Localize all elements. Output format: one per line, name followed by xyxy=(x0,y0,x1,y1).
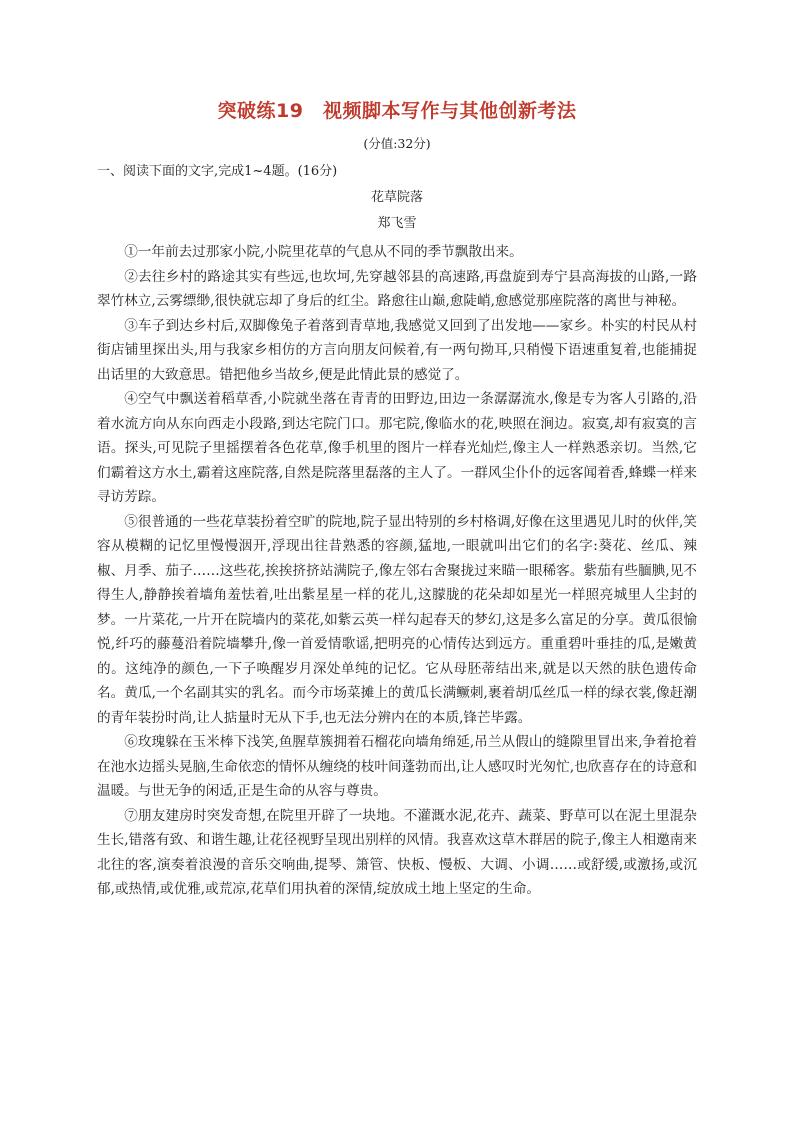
essay-paragraph: ⑦朋友建房时突发奇想,在院里开辟了一块地。不灌溉水泥,花卉、蔬菜、野草可以在泥土里混杂生长,错落有致、和谐生趣,让花径视野呈现出别样的风情。我喜欢这草木群居的院子,像主人相邀南来北往的客,演奏着浪漫的音乐交响曲,提琴、箫管、快板、慢板、大调、小调……或舒缓,或激扬,或沉郁,或热情,或优雅,或荒凉,花草们用执着的深情,绽放成土地上坚定的生命。 xyxy=(97,807,697,897)
essay-paragraph: ③车子到达乡村后,双脚像兔子着落到青草地,我感觉又回到了出发地——家乡。朴实的村民从村街店铺里探出头,用与我家乡相仿的方言向朋友问候着,有一两句拗耳,只稍慢下语速重复着,也能捕捉出话里的大致意思。错把他乡当故乡,便是此情此景的感觉了。 xyxy=(97,317,697,383)
score-label: (分值:32分) xyxy=(363,136,431,151)
essay-body xyxy=(97,240,697,902)
question-prompt: 一、阅读下面的文字,完成1~4题。(16分) xyxy=(97,164,338,179)
essay-title: 花草院落 xyxy=(370,190,423,205)
page-title: 突破练19 视频脚本写作与其他创新考法 xyxy=(217,100,577,122)
essay-paragraph: ⑤很普通的一些花草装扮着空旷的院地,院子显出特别的乡村格调,好像在这里遇见儿时的伙伴,笑容从模糊的记忆里慢慢洇开,浮现出往昔熟悉的容颜,猛地,一眼就叫出它们的名字:葵花、丝瓜、辣椒、月季、茄子……这些花,挨挨挤挤站满院子,像左邻右舍聚拢过来瞄一眼稀客。紫茄有些腼腆,见不得生人,静静挨着墙角羞怯着,吐出紫星星一样的花儿,这朦胧的花朵却如星光一样照亮城里人尘封的梦。一片菜花,一片开在院墙内的菜花,如紫云英一样勾起春天的梦幻,这是多么富足的分享。黄瓜很愉悦,纤巧的藤蔓沿着院墙攀升,像一首爱情歌谣,把明亮的心情传达到远方。重重碧叶垂挂的瓜,是嫩黄的。这纯净的颜色,一下子唤醒岁月深处单纯的记忆。它从母胚蒂结出来,就是以天然的肤色遗传命名。黄瓜,一个名副其实的乳名。而今市场菜摊上的黄瓜长满鳜刺,裹着胡瓜丝瓜一样的绿衣裳,像赶潮的青年装扮时尚,让人掂量时无从下手,也无法分辨内在的本质,锋芒毕露。 xyxy=(97,513,697,726)
essay-paragraph: ④空气中飘送着稻草香,小院就坐落在青青的田野边,田边一条潺潺流水,像是专为客人引路的,沿着水流方向从东向西走小段路,到达宅院门口。那宅院,像临水的花,映照在涧边。寂寞,却有寂寞的言语。探头,可见院子里摇摆着各色花草,像手机里的图片一样春光灿烂,像主人一样熟悉亲切。当然,它们霸着这方水土,霸着这座院落,自然是院落里磊落的主人了。一群风尘仆仆的远客闻着香,蜂蝶一样来寻访芳踪。 xyxy=(97,391,697,505)
essay-author: 郑飞雪 xyxy=(377,216,417,231)
essay-paragraph: ⑥玫瑰躲在玉米棒下浅笑,鱼腥草簇拥着石榴花向墙角绵延,吊兰从假山的缝隙里冒出来,争着抢着在池水边摇头晃脑,生命依恋的情怀从缠绕的枝叶间蓬勃而出,让人感叹时光匆忙,也欣喜存在的诗意和温暖。与世无争的闲适,正是生命的从容与尊贵。 xyxy=(97,734,697,799)
essay-paragraph: ②去往乡村的路途其实有些远,也坎坷,先穿越邻县的高速路,再盘旋到寿宁县高海拔的山路,一路翠竹林立,云雾缥缈,很快就忘却了身后的红尘。路愈往山巅,愈陡峭,愈感觉那座院落的离世与神秘。 xyxy=(97,268,697,309)
essay-paragraph: ①一年前去过那家小院,小院里花草的气息从不同的季节飘散出来。 xyxy=(124,244,523,260)
